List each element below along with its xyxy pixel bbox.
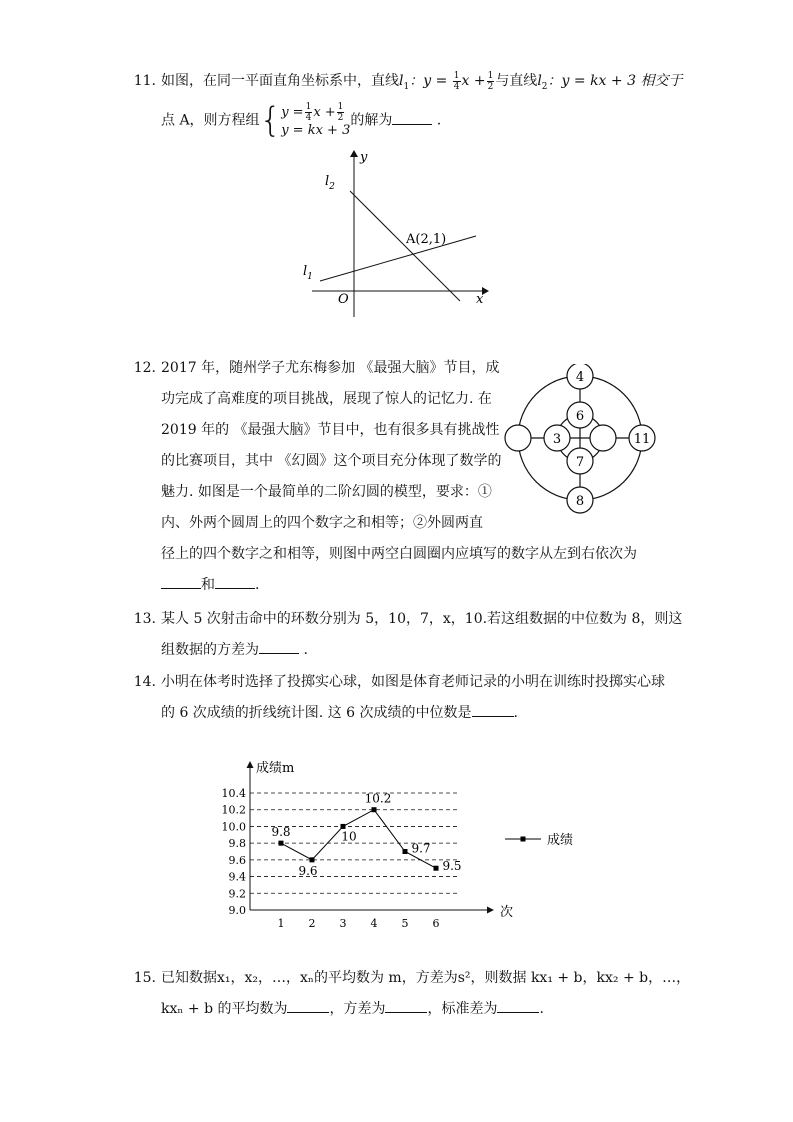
question-number: 12.: [133, 360, 156, 376]
l1-label: $l_1$: [303, 264, 313, 282]
line-chart: [200, 755, 600, 935]
series-line: [281, 810, 436, 869]
data-point: [372, 807, 377, 812]
node-right-value: 11: [633, 432, 651, 447]
question-12-line-3: 2019 年的 《最强大脑》节目中，也有很多具有挑战性: [161, 422, 500, 438]
question-12-line-8: 和 .: [161, 570, 259, 601]
question-12-line-6: 内、外两个圆周上的四个数字之和相等；②外圆两直: [161, 515, 483, 531]
answer-blank-std[interactable]: [497, 998, 539, 1013]
question-12-line-5: 魅力. 如图是一个最简单的二阶幻圆的模型，要求：①: [161, 484, 492, 500]
node-inner-right-blank[interactable]: [590, 425, 616, 451]
data-label: 9.6: [298, 863, 318, 878]
answer-blank[interactable]: [392, 110, 432, 125]
l2-label: $l_2$: [325, 174, 335, 192]
magic-circle-figure: [500, 364, 665, 514]
question-number: 13.: [133, 611, 156, 627]
node-top-value: 4: [575, 370, 585, 385]
data-point: [434, 866, 439, 871]
question-13-line-1: 某人 5 次射击命中的环数分别为 5，10，7，x，10.若这组数据的中位数为 8，则这: [161, 611, 683, 627]
question-12-line-1: 2017 年，随州学子尤东梅参加 《最强大脑》节目，成: [161, 360, 500, 376]
question-15-line-2: kxₙ + b 的平均数为 ，方差为 ，标准差为 .: [161, 994, 544, 1025]
x-tick-label: 6: [432, 917, 440, 930]
x-axis-arrow: [487, 907, 494, 914]
node-inner-top-value: 6: [575, 409, 585, 424]
node-bottom-value: 8: [575, 494, 585, 509]
x-tick-label: 3: [339, 917, 347, 930]
question-11-line-1: 如图，在同一平面直角坐标系中，直线$l_1$：y = $\frac{1}{4}$ x + $\frac{1}{2}$ 与直线$l_2$：y = kx + 3 相交于: [161, 70, 683, 92]
y-tick-label: 9.4: [228, 870, 246, 884]
point-a-label: A(2,1): [406, 232, 447, 247]
x-axis-title: 次: [500, 905, 514, 920]
fraction-one-quarter: $\frac{1}{4}$: [453, 70, 460, 92]
data-point: [403, 849, 408, 854]
node-left-blank[interactable]: [505, 425, 531, 451]
data-point: [310, 857, 315, 862]
data-point: [341, 824, 346, 829]
fraction-one-half: $\frac{1}{2}$: [487, 70, 494, 92]
x-tick-label: 2: [308, 917, 316, 930]
x-axis-label: x: [476, 292, 484, 307]
legend-marker: [521, 837, 526, 842]
data-label: 10: [341, 829, 357, 844]
question-14-line-2: 的 6 次成绩的折线统计图. 这 6 次成绩的中位数是 .: [161, 698, 518, 729]
node-inner-left-value: 3: [552, 432, 562, 447]
answer-blank-variance[interactable]: [385, 998, 427, 1013]
question-11-line-2: 点 A，则方程组{y = $\frac{1}{4}$ x + $\frac{1}{2}$ y = kx + 3的解为 .: [161, 100, 442, 141]
line-l1: [320, 236, 476, 281]
node-inner-bottom-value: 7: [575, 455, 585, 470]
data-point: [279, 841, 284, 846]
x-tick-label: 5: [401, 917, 409, 930]
y-axis-label: y: [360, 150, 368, 165]
x-tick-label: 1: [277, 917, 285, 930]
question-12-line-4: 的比赛项目，其中 《幻圆》这个项目充分体现了数学的: [161, 453, 502, 469]
answer-blank-mean[interactable]: [287, 998, 329, 1013]
y-tick-label: 9.6: [228, 853, 246, 867]
origin-label: O: [338, 292, 349, 307]
answer-blank[interactable]: [472, 702, 514, 717]
data-label: 9.5: [442, 859, 462, 874]
coordinate-figure: [300, 145, 500, 320]
answer-blank-right[interactable]: [215, 574, 255, 589]
y-axis-arrow: [247, 761, 254, 768]
y-tick-label: 9.0: [228, 904, 246, 917]
question-number: 15.: [133, 970, 156, 986]
question-12-line-2: 功完成了高难度的项目挑战，展现了惊人的记忆力. 在: [161, 391, 492, 407]
y-axis-title: 成绩m: [256, 761, 295, 776]
answer-blank[interactable]: [259, 639, 299, 654]
legend-label: 成绩: [547, 833, 574, 848]
question-15-line-1: 已知数据x₁，x₂，…，xₙ的平均数为 m，方差为s²，则数据 kx₁ + b，kx₂ + b，…，: [161, 970, 691, 986]
y-tick-label: 10.0: [221, 820, 246, 834]
equation-system: y = $\frac{1}{4}$ x + $\frac{1}{2}$ y = kx + 3: [281, 102, 351, 138]
question-number: 11.: [133, 73, 156, 89]
x-tick-label: 4: [370, 917, 378, 930]
answer-blank-left[interactable]: [161, 574, 201, 589]
y-tick-label: 9.2: [228, 887, 246, 901]
y-tick-label: 9.8: [228, 837, 246, 851]
question-14-line-1: 小明在体考时选择了投掷实心球，如图是体育老师记录的小明在训练时投掷实心球: [161, 674, 665, 690]
question-12-line-7: 径上的四个数字之和相等，则图中两空白圆圈内应填写的数字从左到右依次为: [161, 546, 637, 562]
question-13-line-2: 组数据的方差为 .: [161, 635, 308, 666]
question-number: 14.: [133, 674, 156, 690]
data-label: 10.2: [364, 791, 392, 806]
y-tick-label: 10.2: [221, 803, 246, 817]
data-label: 9.7: [411, 841, 431, 856]
data-label: 9.8: [271, 825, 291, 840]
brace: {: [259, 100, 282, 141]
y-tick-label: 10.4: [221, 787, 246, 800]
